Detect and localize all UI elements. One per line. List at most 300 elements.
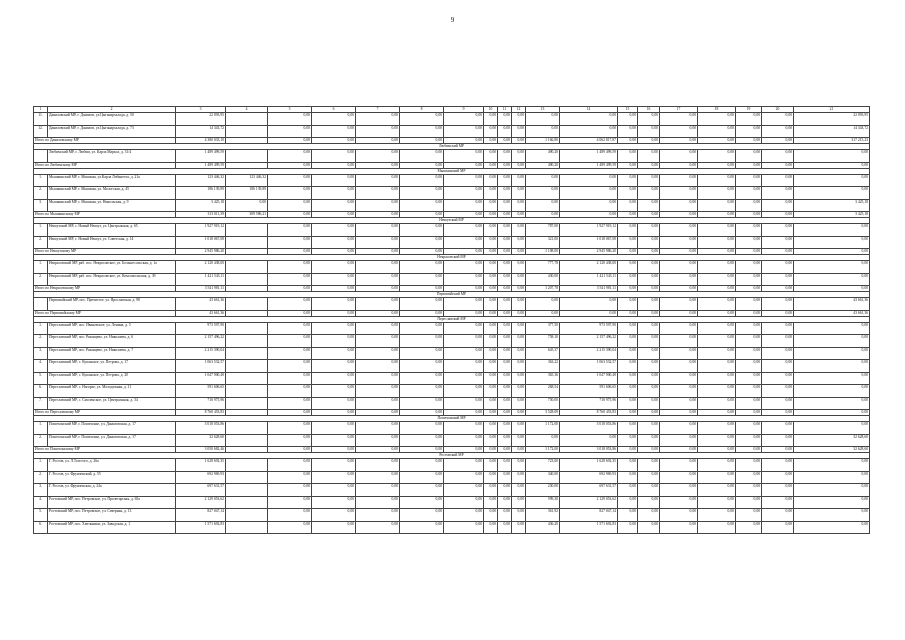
row-value-c4: [226, 496, 268, 509]
row-number: 1.: [34, 261, 48, 274]
row-value-c8: 0,00: [400, 113, 444, 126]
row-value-c6: 0,00: [312, 434, 356, 447]
row-value-c5: 0,00: [268, 150, 312, 163]
row-address: Даниловский МР, г. Данилов, ул.Цыганархалада, д. 73: [48, 125, 176, 138]
total-value-c19: 0,00: [736, 249, 762, 255]
row-value-c15: 0,00: [618, 434, 638, 447]
table-row: [34, 509, 870, 522]
row-number: 1.: [34, 459, 48, 472]
registry-table-body: [34, 107, 870, 534]
row-number: 1.: [34, 174, 48, 187]
row-value-c6: 0,00: [312, 360, 356, 373]
row-value-c11: 0,00: [498, 484, 512, 497]
row-value-c11: 0,00: [498, 322, 512, 335]
table-row: [34, 360, 870, 373]
row-value-c11: 0,00: [498, 422, 512, 435]
row-value-c12: 0,00: [512, 459, 526, 472]
row-value-c12: 0,00: [512, 236, 526, 249]
row-value-c12: 0,00: [512, 150, 526, 163]
total-value-c7: 0,00: [356, 162, 400, 168]
row-value-c3: 3 018 053,86: [176, 422, 226, 435]
row-value-c9: 0,00: [444, 360, 484, 373]
row-value-c14: 0,00: [560, 298, 618, 311]
row-value-c13: 0,00: [526, 298, 560, 311]
row-value-c7: 0,00: [356, 509, 400, 522]
row-value-c21: 0,00: [794, 459, 870, 472]
row-value-c12: 0,00: [512, 125, 526, 138]
row-value-c6: 0,00: [312, 125, 356, 138]
total-value-c18: 0,00: [698, 310, 736, 316]
row-value-c16: 0,00: [638, 459, 660, 472]
row-value-c19: 0,00: [736, 459, 762, 472]
row-value-c10: 0,00: [484, 459, 498, 472]
row-value-c8: 0,00: [400, 236, 444, 249]
row-value-c12: 0,00: [512, 360, 526, 373]
row-value-c3: 123 446,32: [176, 174, 226, 187]
row-value-c8: 0,00: [400, 422, 444, 435]
row-value-c15: 0,00: [618, 347, 638, 360]
row-value-c8: 0,00: [400, 150, 444, 163]
total-value-c20: 0,00: [762, 286, 794, 292]
row-value-c11: 0,00: [498, 397, 512, 410]
row-value-c6: 0,00: [312, 484, 356, 497]
total-value-c9: 0,00: [444, 162, 484, 168]
table-row: [34, 261, 870, 274]
total-value-c21: 0,00: [794, 286, 870, 292]
row-value-c3: 2 157 496,22: [176, 335, 226, 348]
row-value-c18: 0,00: [698, 360, 736, 373]
row-value-c4: [226, 434, 268, 447]
row-value-c17: 0,00: [660, 113, 698, 126]
row-value-c3: 3 425,18: [176, 199, 226, 212]
row-value-c10: 0,00: [484, 273, 498, 286]
row-value-c15: 0,00: [618, 113, 638, 126]
row-value-c6: 0,00: [312, 187, 356, 200]
row-value-c7: 0,00: [356, 372, 400, 385]
row-value-c16: 0,00: [638, 236, 660, 249]
table-row: [34, 174, 870, 187]
row-value-c6: 0,00: [312, 224, 356, 237]
row-value-c16: 0,00: [638, 521, 660, 534]
row-address: Даниловский МР, г. Данилов, ул.Цыганархалада, д. 50: [48, 113, 176, 126]
row-value-c11: 0,00: [498, 298, 512, 311]
row-value-c10: 0,00: [484, 150, 498, 163]
total-value-c7: 0,00: [356, 212, 400, 218]
row-value-c16: 0,00: [638, 422, 660, 435]
row-value-c13: 430,00: [526, 273, 560, 286]
total-label: Итого по Любимскому МР: [34, 162, 176, 168]
row-address: Переславский МР, с. Нагорье, ул. Молодежная, д. 11: [48, 385, 176, 398]
row-value-c16: 0,00: [638, 224, 660, 237]
row-value-c21: 3 425,18: [794, 199, 870, 212]
total-value-c15: 0,00: [618, 249, 638, 255]
row-value-c15: 0,00: [618, 322, 638, 335]
row-address: Мышкинский МР, г. Мышкин, ул. Никольская, д. 9: [48, 199, 176, 212]
total-value-c8: 0,00: [400, 138, 444, 144]
row-value-c15: 0,00: [618, 298, 638, 311]
column-number-cell: 21: [794, 107, 870, 113]
total-value-c5: 0,00: [268, 447, 312, 453]
total-value-c6: 0,00: [312, 249, 356, 255]
row-value-c5: 0,00: [268, 113, 312, 126]
row-value-c19: 0,00: [736, 385, 762, 398]
total-value-c9: 0,00: [444, 410, 484, 416]
row-value-c4: [226, 509, 268, 522]
total-value-c7: 0,00: [356, 138, 400, 144]
total-value-c12: 0,00: [512, 162, 526, 168]
row-value-c3: 827 047,14: [176, 509, 226, 522]
total-value-c3: 43 661,36: [176, 310, 226, 316]
row-value-c19: 0,00: [736, 335, 762, 348]
row-value-c16: 0,00: [638, 199, 660, 212]
row-value-c18: 0,00: [698, 261, 736, 274]
row-value-c8: 0,00: [400, 484, 444, 497]
total-value-c18: 0,00: [698, 286, 736, 292]
row-value-c19: 0,00: [736, 125, 762, 138]
total-value-c5: 0,00: [268, 138, 312, 144]
row-value-c11: 0,00: [498, 372, 512, 385]
row-value-c18: 0,00: [698, 521, 736, 534]
row-number: 2.: [34, 236, 48, 249]
row-value-c20: 0,00: [762, 509, 794, 522]
row-value-c6: 0,00: [312, 422, 356, 435]
row-value-c18: 0,00: [698, 273, 736, 286]
row-value-c13: 340,00: [526, 471, 560, 484]
total-value-c13: 3 528,09: [526, 410, 560, 416]
column-number-cell: 7: [356, 107, 400, 113]
row-value-c16: 0,00: [638, 397, 660, 410]
row-value-c9: 0,00: [444, 187, 484, 200]
total-value-c11: 0,00: [498, 249, 512, 255]
row-value-c9: 0,00: [444, 298, 484, 311]
section-title: Переславский МР: [34, 316, 870, 322]
row-value-c14: 1 421 543,11: [560, 273, 618, 286]
total-label: Итого по Первомайскому МР: [34, 310, 176, 316]
total-value-c9: 0,00: [444, 138, 484, 144]
row-value-c13: 599,30: [526, 496, 560, 509]
row-value-c16: 0,00: [638, 385, 660, 398]
row-value-c7: 0,00: [356, 236, 400, 249]
row-value-c18: 0,00: [698, 496, 736, 509]
row-value-c13: 268,54: [526, 385, 560, 398]
row-address: Г. Ростов, ул. Фрунзенский, д. 55: [48, 471, 176, 484]
row-value-c8: 0,00: [400, 360, 444, 373]
row-value-c7: 0,00: [356, 273, 400, 286]
total-value-c12: 0,00: [512, 310, 526, 316]
row-value-c4: 0,00: [226, 199, 268, 212]
row-value-c21: 32 628,60: [794, 434, 870, 447]
row-address: Переславский МР, с. Смоленское, ул. Центральная, д. 34: [48, 397, 176, 410]
row-value-c12: 0,00: [512, 187, 526, 200]
total-value-c15: 0,00: [618, 286, 638, 292]
total-value-c5: 0,00: [268, 410, 312, 416]
total-value-c8: 0,00: [400, 447, 444, 453]
total-value-c8: 0,00: [400, 249, 444, 255]
total-value-c3: 2 945 986,20: [176, 249, 226, 255]
row-value-c14: 0,00: [560, 125, 618, 138]
row-value-c8: 0,00: [400, 261, 444, 274]
row-number: 12.: [34, 125, 48, 138]
row-value-c15: 0,00: [618, 335, 638, 348]
row-number: 2.: [34, 471, 48, 484]
row-value-c3: 2 215 390,04: [176, 347, 226, 360]
row-value-c6: 0,00: [312, 236, 356, 249]
row-value-c18: 0,00: [698, 322, 736, 335]
row-value-c7: 0,00: [356, 397, 400, 410]
row-value-c12: 0,00: [512, 224, 526, 237]
total-value-c16: 0,00: [638, 286, 660, 292]
row-value-c14: 3 018 053,86: [560, 422, 618, 435]
total-value-c14: 0,00: [560, 310, 618, 316]
row-value-c10: 0,00: [484, 261, 498, 274]
total-value-c9: 0,00: [444, 447, 484, 453]
total-value-c6: 0,00: [312, 310, 356, 316]
row-value-c3: 1 047 900,49: [176, 372, 226, 385]
row-value-c4: [226, 322, 268, 335]
total-value-c16: 0,00: [638, 138, 660, 144]
row-value-c21: 0,00: [794, 187, 870, 200]
row-address: Пошехонский МР, г. Пошехонье, ул. Даниловская, д. 17: [48, 422, 176, 435]
row-value-c3: 1 571 692,83: [176, 521, 226, 534]
row-value-c7: 0,00: [356, 113, 400, 126]
row-value-c20: 0,00: [762, 521, 794, 534]
row-value-c7: 0,00: [356, 261, 400, 274]
row-value-c3: 692 969,93: [176, 471, 226, 484]
row-value-c20: 0,00: [762, 273, 794, 286]
total-value-c14: 8 760 453,83: [560, 410, 618, 416]
row-value-c5: 0,00: [268, 347, 312, 360]
row-value-c21: 0,00: [794, 224, 870, 237]
row-value-c12: 0,00: [512, 261, 526, 274]
total-value-c4: 309 586,21: [226, 212, 268, 218]
column-number-cell: 11: [498, 107, 512, 113]
row-value-c16: 0,00: [638, 434, 660, 447]
row-value-c16: 0,00: [638, 187, 660, 200]
row-number: 5.: [34, 509, 48, 522]
row-value-c18: 0,00: [698, 174, 736, 187]
row-value-c20: 0,00: [762, 372, 794, 385]
row-value-c11: 0,00: [498, 224, 512, 237]
row-value-c7: 0,00: [356, 174, 400, 187]
row-value-c8: 0,00: [400, 187, 444, 200]
row-value-c17: 0,00: [660, 322, 698, 335]
row-value-c16: 0,00: [638, 335, 660, 348]
row-value-c17: 0,00: [660, 125, 698, 138]
row-value-c11: 0,00: [498, 459, 512, 472]
row-value-c5: 0,00: [268, 459, 312, 472]
row-value-c12: 0,00: [512, 397, 526, 410]
table-row: [34, 298, 870, 311]
row-value-c21: 0,00: [794, 521, 870, 534]
table-row: [34, 335, 870, 348]
row-value-c11: 0,00: [498, 347, 512, 360]
total-value-c10: 0,00: [484, 447, 498, 453]
total-label: Итого по Некоузскому МР: [34, 249, 176, 255]
total-value-c21: 43 661,36: [794, 310, 870, 316]
row-value-c17: 0,00: [660, 372, 698, 385]
table-row: [34, 199, 870, 212]
row-value-c16: 0,00: [638, 125, 660, 138]
row-value-c15: 0,00: [618, 174, 638, 187]
total-value-c7: 0,00: [356, 310, 400, 316]
total-value-c6: 0,00: [312, 447, 356, 453]
row-value-c5: 0,00: [268, 125, 312, 138]
row-value-c18: 0,00: [698, 187, 736, 200]
total-value-c20: 0,00: [762, 138, 794, 144]
row-value-c15: 0,00: [618, 236, 638, 249]
table-row: [34, 484, 870, 497]
row-value-c12: 0,00: [512, 347, 526, 360]
row-value-c17: 0,00: [660, 459, 698, 472]
column-number-cell: 9: [444, 107, 484, 113]
row-value-c4: [226, 459, 268, 472]
table-row: [34, 347, 870, 360]
column-number-cell: 6: [312, 107, 356, 113]
row-value-c20: 0,00: [762, 459, 794, 472]
row-value-c8: 0,00: [400, 496, 444, 509]
row-value-c18: 0,00: [698, 298, 736, 311]
table-row: [34, 422, 870, 435]
row-value-c3: 1 489 499,59: [176, 150, 226, 163]
row-value-c14: 1 489 499,59: [560, 150, 618, 163]
total-value-c16: 0,00: [638, 310, 660, 316]
row-value-c20: 0,00: [762, 471, 794, 484]
row-value-c6: 0,00: [312, 174, 356, 187]
row-value-c21: 0,00: [794, 347, 870, 360]
total-value-c18: 0,00: [698, 138, 736, 144]
row-value-c17: 0,00: [660, 496, 698, 509]
total-value-c17: 0,00: [660, 138, 698, 144]
row-value-c14: 827 047,14: [560, 509, 618, 522]
row-value-c12: 0,00: [512, 174, 526, 187]
row-value-c17: 0,00: [660, 174, 698, 187]
total-value-c3: 4 380 033,10: [176, 138, 226, 144]
row-number: 6.: [34, 385, 48, 398]
row-address: Некоузский МР, с. Новый Некоуз, ул. Центральная, д. 65: [48, 224, 176, 237]
row-value-c8: 0,00: [400, 174, 444, 187]
row-value-c21: 0,00: [794, 273, 870, 286]
row-value-c10: 0,00: [484, 509, 498, 522]
total-value-c10: 0,00: [484, 138, 498, 144]
row-value-c12: 0,00: [512, 434, 526, 447]
total-value-c17: 0,00: [660, 286, 698, 292]
table-row: [34, 113, 870, 126]
row-value-c13: 1 172,00: [526, 422, 560, 435]
total-value-c10: 0,00: [484, 212, 498, 218]
row-value-c6: 0,00: [312, 150, 356, 163]
total-value-c3: 1 489 499,59: [176, 162, 226, 168]
column-number-cell: 19: [736, 107, 762, 113]
row-value-c7: 0,00: [356, 347, 400, 360]
row-value-c10: 0,00: [484, 372, 498, 385]
row-value-c4: [226, 236, 268, 249]
row-value-c3: 591 606,65: [176, 385, 226, 398]
row-address: Ростовский МР, пос. Петровское, ул. Пролетарская, д. 65а: [48, 496, 176, 509]
row-value-c17: 0,00: [660, 397, 698, 410]
total-value-c14: 2 945 986,20: [560, 249, 618, 255]
row-value-c9: 0,00: [444, 224, 484, 237]
row-value-c12: 0,00: [512, 199, 526, 212]
row-value-c19: 0,00: [736, 150, 762, 163]
row-address: Некоузский МР, с. Новый Некоуз, ул. Советская, д. 14: [48, 236, 176, 249]
row-value-c21: 0,00: [794, 397, 870, 410]
row-value-c4: 123 446,32: [226, 174, 268, 187]
row-value-c20: 0,00: [762, 113, 794, 126]
row-value-c14: 0,00: [560, 199, 618, 212]
row-value-c5: 0,00: [268, 484, 312, 497]
row-value-c17: 0,00: [660, 360, 698, 373]
row-value-c14: 710 975,96: [560, 397, 618, 410]
row-value-c15: 0,00: [618, 422, 638, 435]
row-value-c21: 22 093,95: [794, 113, 870, 126]
column-number-cell: 1: [34, 107, 48, 113]
column-number-cell: 17: [660, 107, 698, 113]
table-row: [34, 459, 870, 472]
row-value-c11: 0,00: [498, 273, 512, 286]
row-value-c10: 0,00: [484, 113, 498, 126]
total-value-c20: 0,00: [762, 162, 794, 168]
row-value-c13: 0,00: [526, 113, 560, 126]
column-number-cell: 13: [526, 107, 560, 113]
row-value-c18: 0,00: [698, 509, 736, 522]
total-value-c3: 313 011,39: [176, 212, 226, 218]
section-title: Первомайский МР: [34, 292, 870, 298]
total-value-c21: 0,00: [794, 162, 870, 168]
row-value-c9: 0,00: [444, 199, 484, 212]
total-value-c5: 0,00: [268, 162, 312, 168]
row-value-c14: 591 606,65: [560, 385, 618, 398]
row-value-c5: 0,00: [268, 174, 312, 187]
row-value-c3: 1 063 532,57: [176, 360, 226, 373]
row-value-c5: 0,00: [268, 199, 312, 212]
row-value-c6: 0,00: [312, 471, 356, 484]
total-value-c15: 0,00: [618, 138, 638, 144]
row-value-c20: 0,00: [762, 187, 794, 200]
row-value-c20: 0,00: [762, 125, 794, 138]
row-value-c17: 0,00: [660, 199, 698, 212]
total-value-c6: 0,00: [312, 138, 356, 144]
row-value-c18: 0,00: [698, 236, 736, 249]
row-value-c10: 0,00: [484, 385, 498, 398]
row-value-c18: 0,00: [698, 397, 736, 410]
total-value-c5: 0,00: [268, 286, 312, 292]
row-value-c5: 0,00: [268, 261, 312, 274]
row-value-c19: 0,00: [736, 113, 762, 126]
row-value-c9: 0,00: [444, 509, 484, 522]
row-value-c8: 0,00: [400, 385, 444, 398]
row-value-c17: 0,00: [660, 224, 698, 237]
row-value-c17: 0,00: [660, 509, 698, 522]
row-value-c19: 0,00: [736, 224, 762, 237]
column-number-cell: 4: [226, 107, 268, 113]
row-value-c15: 0,00: [618, 459, 638, 472]
row-number: 2.: [34, 273, 48, 286]
row-value-c18: 0,00: [698, 422, 736, 435]
row-value-c11: 0,00: [498, 471, 512, 484]
row-value-c4: [226, 471, 268, 484]
row-value-c17: 0,00: [660, 150, 698, 163]
table-row: [34, 397, 870, 410]
total-value-c7: 0,00: [356, 286, 400, 292]
total-value-c18: 0,00: [698, 447, 736, 453]
row-value-c18: 0,00: [698, 385, 736, 398]
row-value-c5: 0,00: [268, 236, 312, 249]
row-value-c21: 43 661,36: [794, 298, 870, 311]
row-value-c7: 0,00: [356, 521, 400, 534]
row-value-c5: 0,00: [268, 273, 312, 286]
row-value-c19: 0,00: [736, 372, 762, 385]
total-value-c6: 0,00: [312, 162, 356, 168]
